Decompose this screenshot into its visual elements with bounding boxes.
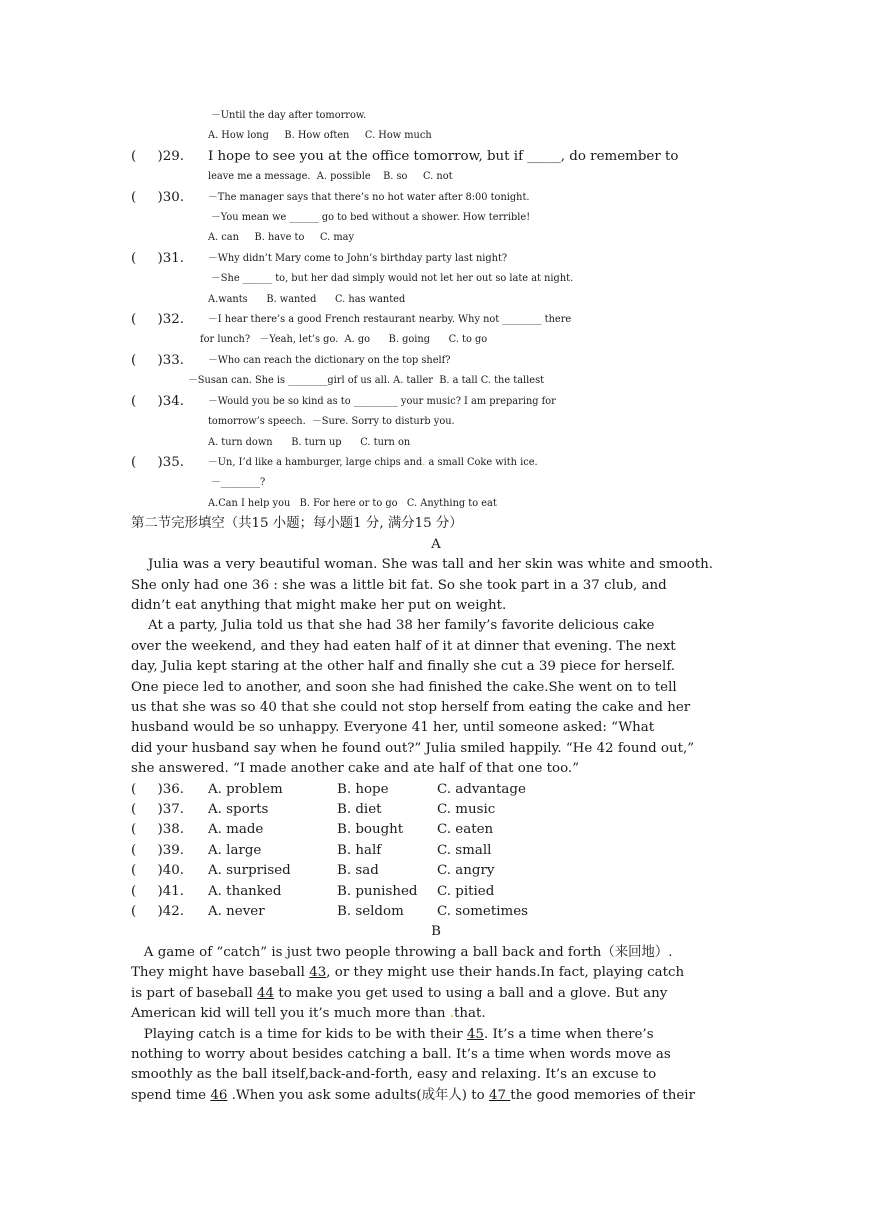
passage-b-line-7: smoothly as the ball itself,back-and-forth, easy and relaxing. It’s an excuse to — [131, 1067, 657, 1082]
q31-number: ( )31. — [131, 251, 185, 266]
option-b: B. hope — [337, 782, 389, 797]
option-c: C. pitied — [437, 884, 495, 899]
option-number: ( )42. — [131, 904, 185, 919]
q30-line-a: －The manager says that there’s no hot water after 8:00 tonight. — [208, 192, 530, 203]
text-run: . It’s a time when there’s — [483, 1027, 654, 1042]
text-run: the good memories of their — [510, 1088, 695, 1103]
option-a: A. thanked — [208, 884, 282, 899]
stray-mark: . — [422, 457, 426, 468]
q32-number: ( )32. — [131, 312, 185, 327]
option-a: A. surprised — [208, 863, 291, 878]
q30-line-b: －You mean we ______ go to bed without a shower. How terrible! — [211, 212, 531, 223]
text-run: .When you ask some adults(成年人) to — [227, 1088, 489, 1103]
passage-a-line-9: husband would be so unhappy. Everyone 41 her, until someone asked: “What — [131, 720, 655, 735]
text-run: They might have baseball — [131, 965, 310, 980]
option-b: B. sad — [337, 863, 379, 878]
option-row — [131, 800, 741, 820]
option-b: B. half — [337, 843, 382, 858]
q35-line-b: －________? — [211, 477, 266, 488]
option-number: ( )37. — [131, 802, 185, 817]
blank-47: 47 — [488, 1088, 511, 1103]
q35-line-a — [208, 453, 818, 473]
option-b: B. diet — [337, 802, 382, 817]
option-c: C. advantage — [437, 782, 526, 797]
option-row — [131, 841, 741, 861]
option-a: A. sports — [208, 802, 269, 817]
text-run: , or they might use their hands.In fact, playing catch — [326, 965, 685, 980]
passage-a-line-4: At a party, Julia told us that she had 38 her family’s favorite delicious cake — [131, 618, 655, 633]
q29-number: ( )29. — [131, 149, 185, 164]
q30-number: ( )30. — [131, 190, 185, 205]
q28-options: A. How long B. How often C. How much — [208, 130, 432, 141]
option-a: A. problem — [208, 782, 283, 797]
option-c: C. music — [437, 802, 496, 817]
passage-b-label: B — [431, 924, 441, 939]
blank-44: 44 — [257, 986, 275, 1001]
option-a: A. made — [208, 822, 264, 837]
option-b: B. punished — [337, 884, 418, 899]
passage-b-line-2 — [131, 963, 741, 983]
option-b: B. bought — [337, 822, 404, 837]
passage-a-line-3: didn’t eat anything that might make her put on weight. — [131, 598, 507, 613]
blank-43: 43 — [309, 965, 327, 980]
option-c: C. small — [437, 843, 492, 858]
q30-options: A. can B. have to C. may — [208, 232, 354, 243]
section-heading: 第二节完形填空（共15 小题；每小题1 分, 满分15 分） — [131, 516, 463, 531]
q34-options: A. turn down B. turn up C. turn on — [208, 437, 411, 448]
option-row — [131, 820, 741, 840]
q35-number: ( )35. — [131, 455, 185, 470]
option-number: ( )40. — [131, 863, 185, 878]
option-row — [131, 882, 741, 902]
option-c: C. angry — [437, 863, 495, 878]
q29-options: leave me a message. A. possible B. so C. not — [208, 171, 453, 182]
text-run: to make you get used to using a ball and a glove. But any — [274, 986, 668, 1001]
q31-line-b: －She ______ to, but her dad simply would not let her out so late at night. — [211, 273, 574, 284]
q33-line-a: －Who can reach the dictionary on the top shelf? — [208, 355, 451, 366]
passage-b-line-8 — [131, 1086, 741, 1106]
q35-line-a-part2: a small Coke with ice. — [425, 457, 538, 468]
passage-a-line-5: over the weekend, and they had eaten half of it at dinner that evening. The next — [131, 639, 676, 654]
option-c: C. sometimes — [437, 904, 528, 919]
option-a: A. large — [208, 843, 262, 858]
passage-b-line-6: nothing to worry about besides catching a ball. It’s a time when words move as — [131, 1047, 671, 1062]
option-c: C. eaten — [437, 822, 494, 837]
option-number: ( )41. — [131, 884, 185, 899]
text-run: spend time — [131, 1088, 211, 1103]
passage-a-line-11: she answered. “I made another cake and ate half of that one too.” — [131, 761, 580, 776]
passage-a-label: A — [431, 537, 441, 552]
option-row — [131, 780, 741, 800]
q31-options: A.wants B. wanted C. has wanted — [208, 294, 406, 305]
q31-line-a: －Why didn’t Mary come to John’s birthday party last night? — [208, 253, 508, 264]
option-row — [131, 902, 741, 922]
q34-line-a: －Would you be so kind as to _________ your music? I am preparing for — [208, 396, 556, 407]
q28-stem: －Until the day after tomorrow. — [211, 110, 367, 121]
passage-b-line-3 — [131, 984, 741, 1004]
passage-a-line-7: One piece led to another, and soon she had finished the cake.She went on to tell — [131, 680, 677, 695]
q33-line-b: －Susan can. She is ________girl of us all. A. taller B. a tall C. the tallest — [188, 375, 545, 386]
option-row — [131, 861, 741, 881]
q35-options: A.Can I help you B. For here or to go C. Anything to eat — [208, 498, 497, 509]
q34-line-b: tomorrow’s speech. －Sure. Sorry to disturb you. — [208, 416, 455, 427]
blank-45: 45 — [466, 1027, 484, 1042]
q33-number: ( )33. — [131, 353, 185, 368]
option-a: A. never — [208, 904, 265, 919]
q32-line-a: －I hear there’s a good French restaurant nearby. Why not ________ there — [208, 314, 572, 325]
option-number: ( )39. — [131, 843, 185, 858]
passage-a-line-8: us that she was so 40 that she could not stop herself from eating the cake and her — [131, 700, 691, 715]
passage-b-line-1: A game of “catch” is just two people throwing a ball back and forth（来回地）. — [131, 945, 673, 960]
option-number: ( )38. — [131, 822, 185, 837]
passage-a-line-1: Julia was a very beautiful woman. She was tall and her skin was white and smooth. — [131, 557, 714, 572]
passage-b-line-5 — [131, 1025, 741, 1045]
text-run: is part of baseball — [131, 986, 258, 1001]
stray-mark: . — [449, 1006, 454, 1021]
passage-b-line-4 — [131, 1004, 741, 1024]
q32-line-b: for lunch? －Yeah, let’s go. A. go B. going C. to go — [200, 334, 488, 345]
q34-number: ( )34. — [131, 394, 185, 409]
q29-stem: I hope to see you at the office tomorrow, but if _____, do remember to — [208, 149, 679, 164]
text-run: American kid will tell you it’s much more than — [131, 1006, 450, 1021]
blank-46: 46 — [210, 1088, 228, 1103]
passage-a-line-6: day, Julia kept staring at the other half and finally she cut a 39 piece for herself. — [131, 659, 676, 674]
option-b: B. seldom — [337, 904, 404, 919]
q35-line-a-part1: －Un, I’d like a hamburger, large chips and — [208, 457, 423, 468]
text-run: Playing catch is a time for kids to be with their — [131, 1027, 467, 1042]
option-number: ( )36. — [131, 782, 185, 797]
text-run: that. — [454, 1006, 486, 1021]
passage-a-line-2: She only had one 36 : she was a little bit fat. So she took part in a 37 club, and — [131, 578, 667, 593]
passage-a-line-10: did your husband say when he found out?” Julia smiled happily. “He 42 found out,” — [131, 741, 695, 756]
